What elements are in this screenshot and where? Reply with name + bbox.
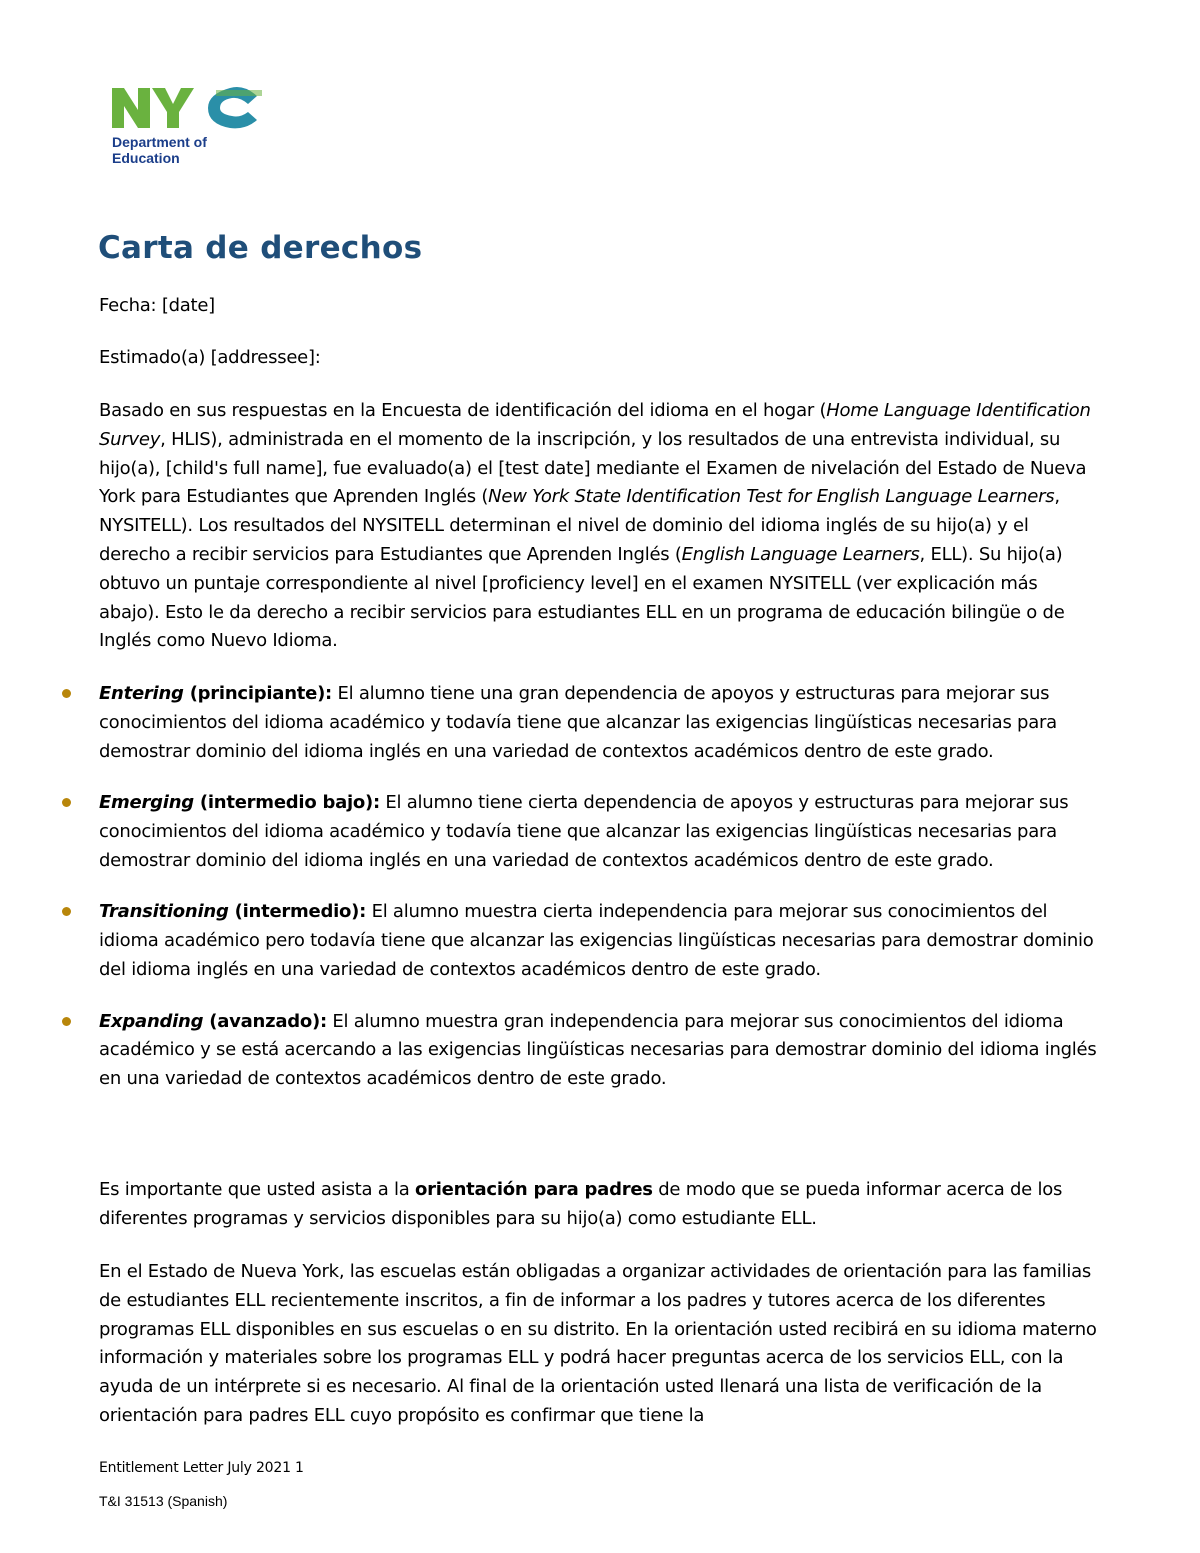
intro-paragraph xyxy=(99,397,1099,656)
level-label: (avanzado): xyxy=(203,1010,327,1032)
level-label: (intermedio): xyxy=(228,901,367,923)
intro-italic: Home Language Identification Survey xyxy=(99,400,1091,450)
list-item xyxy=(99,898,1099,984)
intro-italic: English Language Learners xyxy=(681,543,920,565)
intro-text: Basado en sus respuestas en la Encuesta de identificación del idioma en el hogar ( xyxy=(99,400,827,421)
nyc-logo-icon xyxy=(112,84,262,132)
intro-italic: New York State Identification Test for English Language Learners xyxy=(488,486,1055,508)
level-term: Expanding xyxy=(99,1010,204,1032)
orientation-text: de modo que se pueda informar acerca de los diferentes programas y servicios disponibles para su hijo(a) como estudiante ELL. xyxy=(99,1179,1063,1229)
list-item xyxy=(99,1008,1099,1094)
level-text: El alumno tiene una gran dependencia de apoyos y estructuras para mejorar sus conocimientos del idioma académico y todavía tiene que alcanzar las exigencias lingüísticas necesarias para demostrar dominio del idioma inglés en una variedad de contextos académicos dentro de este grado. xyxy=(99,683,1057,762)
level-label: (intermedio bajo): xyxy=(193,792,380,814)
level-term: Emerging xyxy=(99,792,194,814)
logo-line-education: Education xyxy=(112,150,180,166)
bullet-icon xyxy=(62,689,71,698)
logo-line-department: Department of xyxy=(112,134,207,150)
level-text: El alumno muestra gran independencia para mejorar sus conocimientos del idioma académico y se está acercando a las exigencias lingüísticas necesarias para demostrar dominio del idioma inglés en una variedad de contextos académicos dentro de este grado. xyxy=(99,1010,1097,1090)
intro-text: , HLIS), administrada en el momento de la inscripción, y los resultados de una entrevista individual, su hijo(a), [child's full name], fue evaluado(a) el [test date] mediante el Examen de nivelación del Estado de Nueva York para Estudiantes que Aprenden Inglés ( xyxy=(99,428,1087,508)
orientation-text: Es importante que usted asista a la xyxy=(99,1179,415,1200)
intro-text: , NYSITELL). Los resultados del NYSITELL determinan el nivel de dominio del idioma inglés de su hijo(a) y el derecho a recibir servicios para Estudiantes que Aprenden Inglés ( xyxy=(99,486,1060,565)
bullet-icon xyxy=(62,798,71,807)
state-paragraph: En el Estado de Nueva York, las escuelas están obligadas a organizar actividades de orientación para las familias de estudiantes ELL recientemente inscritos, a fin de informar a los padres y tutores acerca de los diferentes programas ELL disponibles en sus escuelas o en su distrito. En la orientación usted recibirá en su idioma materno información y materiales sobre los programas ELL y podrá hacer preguntas acerca de los servicios ELL, con la ayuda de un intérprete si es necesario. Al final de la orientación usted llenará una lista de verificación de la orientación para padres ELL cuyo propósito es confirmar que tiene la xyxy=(99,1261,1097,1426)
level-text: El alumno tiene cierta dependencia de apoyos y estructuras para mejorar sus conocimientos del idioma académico y todavía tiene que alcanzar las exigencias lingüísticas necesarias para demostrar dominio del idioma inglés en una variedad de contextos académicos dentro de este grado. xyxy=(99,792,1069,871)
level-term: Transitioning xyxy=(99,901,229,923)
list-item xyxy=(99,680,1099,766)
intro-text: , ELL). Su hijo(a) obtuvo un puntaje correspondiente al nivel [proficiency level] en el examen NYSITELL (ver explicación más abajo). Esto le da derecho a recibir servicios para estudiantes ELL en un programa de educación bilingüe o de Inglés como Nuevo Idioma. xyxy=(99,543,1065,652)
list-item xyxy=(99,789,1099,875)
page-title: Carta de derechos xyxy=(98,230,423,266)
level-text: El alumno muestra cierta independencia para mejorar sus conocimientos del idioma académico pero todavía tiene que alcanzar las exigencias lingüísticas necesarias para demostrar dominio del idioma inglés en una variedad de contextos académicos dentro de este grado. xyxy=(99,901,1094,980)
footer-letter-info: Entitlement Letter July 2021 1 xyxy=(99,1460,304,1476)
date-line: Fecha: [date] xyxy=(99,295,215,316)
orientation-bold: orientación para padres xyxy=(415,1179,653,1200)
bullet-icon xyxy=(62,1017,71,1026)
level-term: Entering xyxy=(99,683,184,704)
footer-document-code: T&I 31513 (Spanish) xyxy=(99,1493,228,1509)
orientation-paragraph xyxy=(99,1176,1099,1234)
greeting: Estimado(a) [addressee]: xyxy=(99,347,321,368)
level-label: (principiante): xyxy=(183,683,333,704)
proficiency-levels-list xyxy=(99,680,1099,1117)
bullet-icon xyxy=(62,907,71,916)
nyc-doe-logo xyxy=(112,84,272,174)
